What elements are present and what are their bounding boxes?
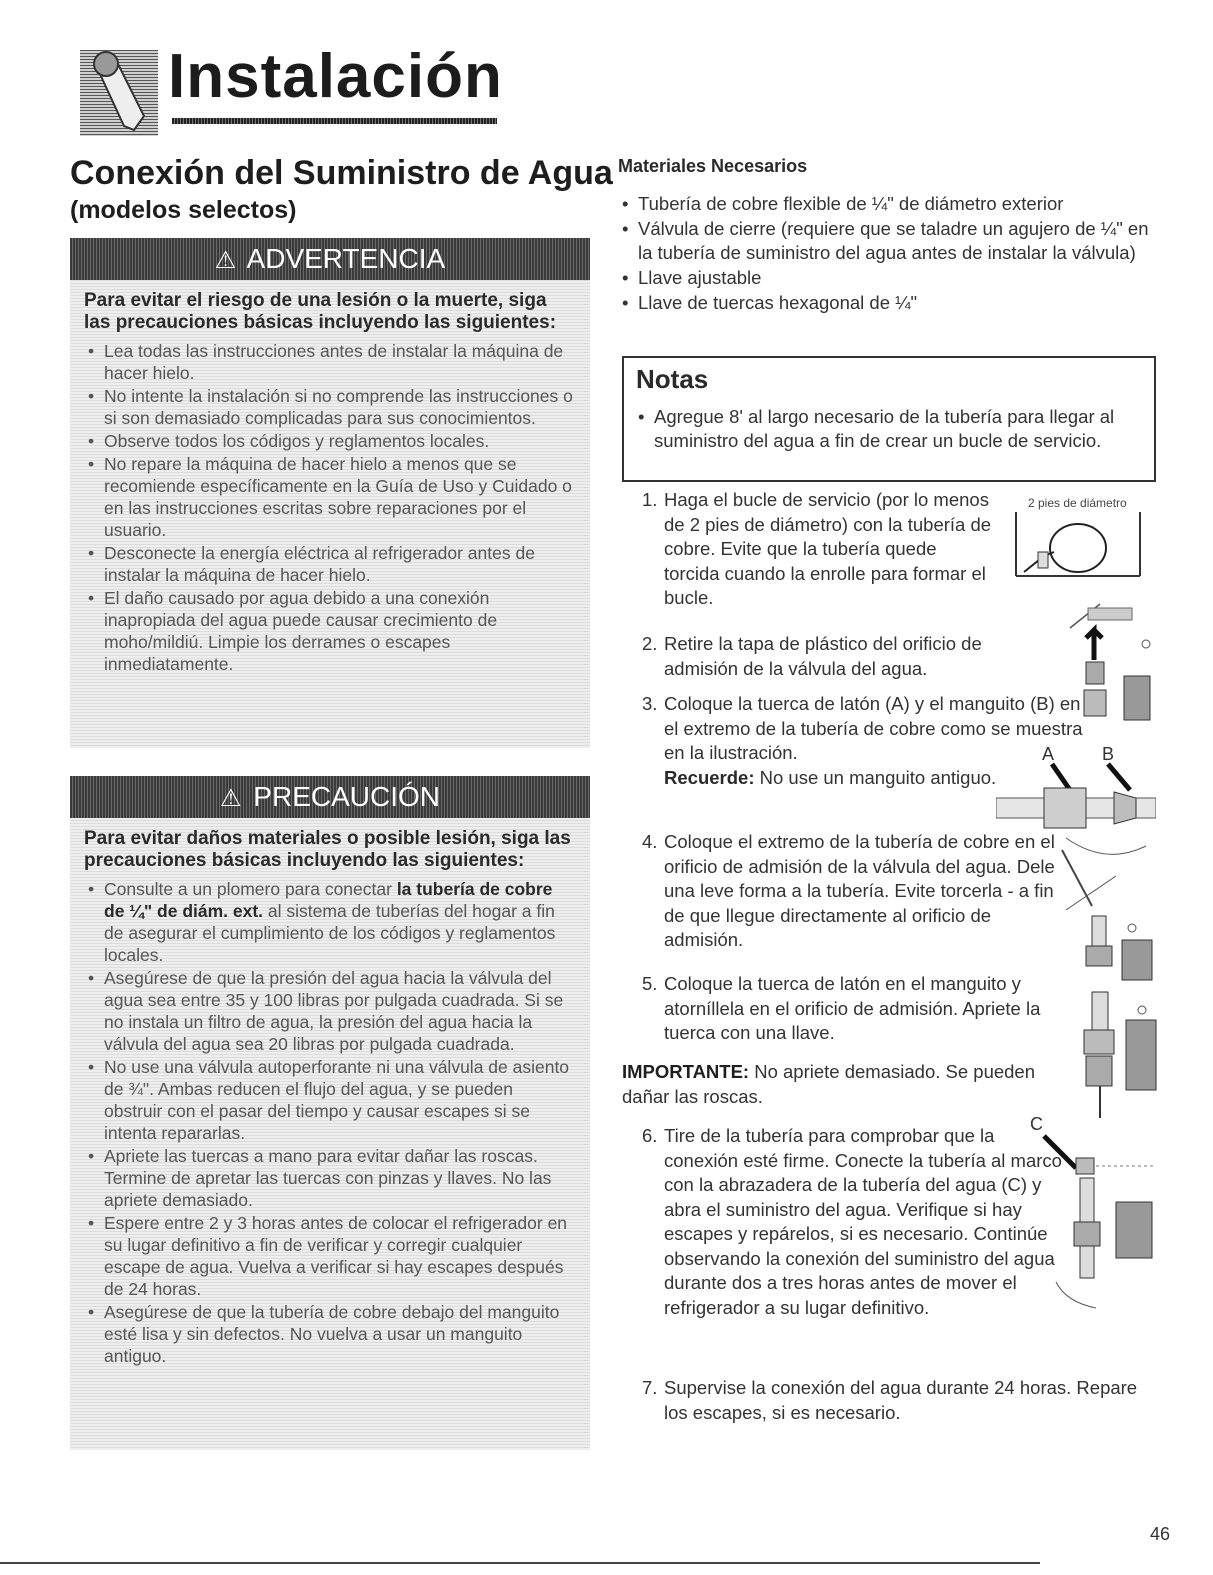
list-item: • No repare la máquina de hacer hielo a menos que se recomiende específicamente en la Guía de Uso y Cuidado o en las instrucciones escritas sobre reparaciones por el usuario. xyxy=(84,453,576,541)
page-header xyxy=(80,42,503,142)
list-item: • Asegúrese de que la presión del agua hacia la válvula del agua sea entre 35 y 100 libras por pulgada cuadrada. Si se no instala un filtro de agua, la presión del agua hacia la válvula del agua sea 20 libras por pulgada cuadrada. xyxy=(84,967,576,1055)
notes-title: Notas xyxy=(636,364,709,394)
title-underline xyxy=(172,118,497,124)
page-number: 46 xyxy=(1150,1524,1171,1544)
notes-box xyxy=(622,356,1156,482)
warning-heading-text: ADVERTENCIA xyxy=(246,243,446,274)
list-item: • No intente la instalación si no comprende las instrucciones o si son demasiado complicadas para sus conocimientos. xyxy=(84,385,576,429)
label-c: C xyxy=(1030,1114,1043,1134)
step-6: 6. Tire de la tubería para comprobar que la conexión esté firme. Conecte la tubería al marco con la abrazadera de la tubería del agua (C) y abra el suministro del agua. Verifique si hay escapes y repárelos, si es necesario. Continúe observando la conexión del suministro del agua durante dos a tres horas antes de mover el refrigerador a su lugar definitivo. xyxy=(642,1125,1062,1318)
label-a: A xyxy=(1042,744,1055,764)
caution-heading-text: PRECAUCIÓN xyxy=(253,781,440,812)
list-item: • Asegúrese de que la tubería de cobre debajo del manguito esté lisa y sin defectos. No vuelva a usar un manguito antiguo. xyxy=(84,1301,576,1367)
list-item: • Desconecte la energía eléctrica al refrigerador antes de instalar la máquina de hacer hielo. xyxy=(84,542,576,586)
warning-list xyxy=(70,340,590,684)
important-note: IMPORTANTE: No apriete demasiado. Se pueden dañar las roscas. xyxy=(622,1061,1036,1107)
step-5: 5. Coloque la tuerca de latón en el manguito y atorníllela en el orificio de admisión. Apriete la tuerca con una llave. xyxy=(642,973,1041,1043)
nut-sleeve-illustration xyxy=(996,762,1156,838)
service-loop-illustration xyxy=(1014,512,1144,582)
list-item: • Espere entre 2 y 3 horas antes de colocar el refrigerador en su lugar definitivo a fin de verificar y corregir cualquier escape de agua. Vuelva a verificar si hay escapes después de 24 horas. xyxy=(84,1212,576,1300)
page-title: Instalación xyxy=(168,42,503,111)
list-item: • Lea todas las instrucciones antes de instalar la máquina de hacer hielo. xyxy=(84,340,576,384)
materials-list xyxy=(618,192,1158,316)
warning-box xyxy=(70,238,590,748)
pipe-clamp-illustration xyxy=(1036,1132,1156,1312)
wrench-icon xyxy=(80,50,158,136)
tube-insert-illustration xyxy=(1036,836,1156,986)
list-item: • No use una válvula autoperforante ni una válvula de asiento de ¾". Ambas reducen el flujo del agua, y se pueden obstruir con el pasar del tiempo y causar escapes si se intenta repararlas. xyxy=(84,1056,576,1144)
label-b: B xyxy=(1102,744,1115,764)
step-2: 2. Retire la tapa de plástico del orificio de admisión de la válvula del agua. xyxy=(642,633,982,679)
list-item: • El daño causado por agua debido a una conexión inapropiada del agua puede causar crecimiento de moho/mildiú. Limpie los derrames o escapes inmediatamente. xyxy=(84,587,576,675)
step-7: 7. Supervise la conexión del agua durante 24 horas. Repare los escapes, si es necesario. xyxy=(642,1377,1138,1423)
warning-heading xyxy=(70,238,590,280)
list-item: • Observe todos los códigos y reglamentos locales. xyxy=(84,430,576,452)
section-subtitle: (modelos selectos) xyxy=(70,196,297,224)
step-4: 4. Coloque el extremo de la tubería de cobre en el orificio de admisión de la válvula del agua. Dele una leve forma a la tubería. Evite torcerla - a fin de que llegue directamente al orificio de admisión. xyxy=(642,831,1055,950)
warning-triangle-icon: ⚠ xyxy=(214,247,237,274)
list-item: • Llave ajustable xyxy=(618,266,1158,290)
list-item: • Consulte a un plomero para conectar la tubería de cobre de ¼" de diám. ext. al sistema de tuberías del hogar a fin de asegurar el cumplimiento de los códigos y reglamentos locales. xyxy=(84,878,576,966)
tighten-nut-illustration xyxy=(1070,990,1160,1120)
caution-box xyxy=(70,776,590,1450)
loop-caption: 2 pies de diámetro xyxy=(1028,496,1127,510)
notes-list xyxy=(636,405,1142,453)
section-title: Conexión del Suministro de Agua xyxy=(70,154,613,192)
warning-lead: Para evitar el riesgo de una lesión o la muerte, siga las precauciones básicas incluyendo las siguientes: xyxy=(84,290,557,333)
caution-list xyxy=(70,878,590,1376)
list-item: • Llave de tuercas hexagonal de ¼" xyxy=(618,291,1158,315)
list-item: • Válvula de cierre (requiere que se taladre un agujero de ¼" en la tubería de suministro del agua antes de instalar la válvula) xyxy=(618,217,1158,265)
materials-title: Materiales Necesarios xyxy=(618,156,808,176)
caution-triangle-icon: ⚠ xyxy=(220,785,242,812)
caution-heading xyxy=(70,776,590,818)
caution-lead: Para evitar daños materiales o posible lesión, siga las precauciones básicas incluyendo las siguientes: xyxy=(84,828,571,871)
list-item: • Agregue 8' al largo necesario de la tubería para llegar al suministro del agua a fin de crear un bucle de servicio. xyxy=(636,405,1142,453)
valve-inlet-illustration xyxy=(1064,600,1154,730)
step-1: 1. Haga el bucle de servicio (por lo menos de 2 pies de diámetro) con la tubería de cobre. Evite que la tubería quede torcida cuando la enrolle para formar el bucle. xyxy=(642,489,992,608)
footer-rule xyxy=(0,1562,1040,1564)
step-3: 3. Coloque la tuerca de latón (A) y el manguito (B) en el extremo de la tubería de cobre como se muestra en la ilustración. Recuerde: No use un manguito antiguo. xyxy=(642,693,1083,788)
list-item: • Apriete las tuercas a mano para evitar dañar las roscas. Termine de apretar las tuercas con pinzas y llaves. No las apriete demasiado. xyxy=(84,1145,576,1211)
list-item: • Tubería de cobre flexible de ¼" de diámetro exterior xyxy=(618,192,1158,216)
